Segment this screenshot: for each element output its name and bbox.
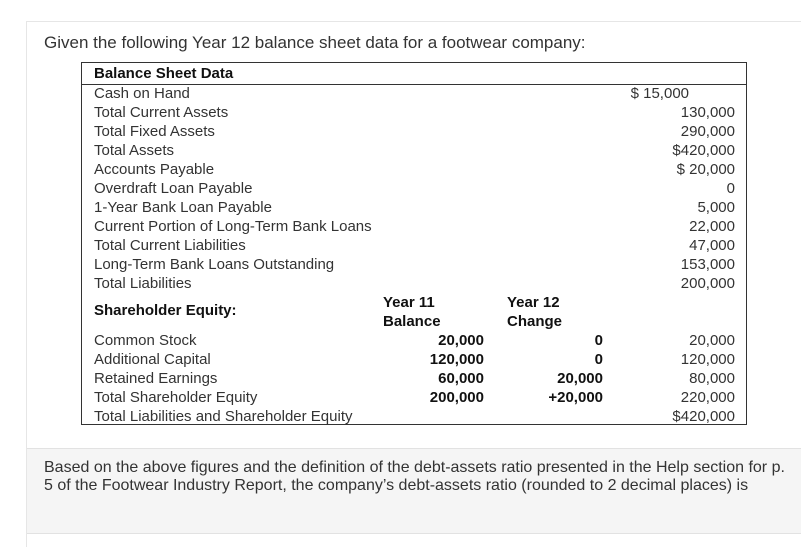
row-value: 130,000 (680, 104, 735, 121)
row-label: Retained Earnings (94, 370, 218, 387)
year11-header-line2: Balance (383, 313, 441, 330)
table-row (82, 179, 746, 198)
row-label: Additional Capital (94, 351, 211, 368)
row-label: Overdraft Loan Payable (94, 180, 253, 197)
table-row (82, 103, 746, 122)
year11-value: 120,000 (429, 351, 484, 368)
row-value: 153,000 (680, 256, 735, 273)
table-row (82, 198, 746, 217)
row-label: Total Assets (94, 142, 175, 159)
row-label: Total Fixed Assets (94, 123, 215, 140)
row-value: 290,000 (680, 123, 735, 140)
table-row (82, 255, 746, 274)
year11-value: 20,000 (438, 332, 484, 349)
balance-sheet-table (81, 62, 747, 425)
table-title: Balance Sheet Data (94, 65, 234, 82)
row-value: 22,000 (689, 218, 735, 235)
row-label: Current Portion of Long-Term Bank Loans (94, 218, 372, 235)
row-value: 5,000 (697, 199, 735, 216)
year12-change: 0 (594, 332, 603, 349)
row-value: 80,000 (689, 370, 735, 387)
table-row (82, 84, 746, 103)
row-value: $420,000 (672, 408, 735, 425)
year11-value: 60,000 (438, 370, 484, 387)
row-value: 20,000 (689, 332, 735, 349)
table-row (82, 160, 746, 179)
shareholder-equity-title: Shareholder Equity: (94, 302, 237, 319)
row-label: Total Liabilities and Shareholder Equity (94, 408, 353, 425)
row-value: 120,000 (680, 351, 735, 368)
year12-change: 20,000 (557, 370, 603, 387)
row-label: Common Stock (94, 332, 197, 349)
row-value: $420,000 (672, 142, 735, 159)
equity-row (82, 388, 746, 407)
row-value: $ 20,000 (676, 161, 735, 178)
row-label: Cash on Hand (94, 85, 190, 102)
top-divider (26, 21, 801, 22)
row-label: 1-Year Bank Loan Payable (94, 199, 272, 216)
row-label: Long-Term Bank Loans Outstanding (94, 256, 335, 273)
table-row (82, 141, 746, 160)
table-row (82, 122, 746, 141)
row-value: 47,000 (689, 237, 735, 254)
table-row (82, 217, 746, 236)
row-label: Accounts Payable (94, 161, 215, 178)
row-label: Total Shareholder Equity (94, 389, 258, 406)
year11-value: 200,000 (429, 389, 484, 406)
row-value: 220,000 (680, 389, 735, 406)
row-label: Total Current Liabilities (94, 237, 246, 254)
row-value: 200,000 (680, 275, 735, 292)
equity-row (82, 407, 746, 426)
table-row (82, 236, 746, 255)
table-row (82, 274, 746, 293)
equity-row (82, 331, 746, 350)
row-label: Total Liabilities (94, 275, 192, 292)
year11-header-line1: Year 11 (383, 294, 435, 311)
row-value: $ 15,000 (630, 85, 689, 102)
year12-header-line1: Year 12 (507, 294, 560, 311)
year12-header (507, 293, 562, 331)
prompt-text: Based on the above figures and the definition of the debt-assets ratio presented in the Help section for p. 5 of the Footwear Industry Report, the company’s debt-assets ratio (rounded to 2 decimal places) is (44, 459, 785, 494)
year12-change: +20,000 (548, 389, 603, 406)
row-value: 0 (726, 180, 735, 197)
year11-header (383, 293, 441, 331)
equity-row (82, 350, 746, 369)
equity-row (82, 369, 746, 388)
year12-header-line2: Change (507, 313, 563, 330)
table-header (82, 63, 746, 85)
question-text: Given the following Year 12 balance sheet data for a footwear company: (44, 33, 586, 52)
row-label: Total Current Assets (94, 104, 229, 121)
year12-change: 0 (594, 351, 603, 368)
